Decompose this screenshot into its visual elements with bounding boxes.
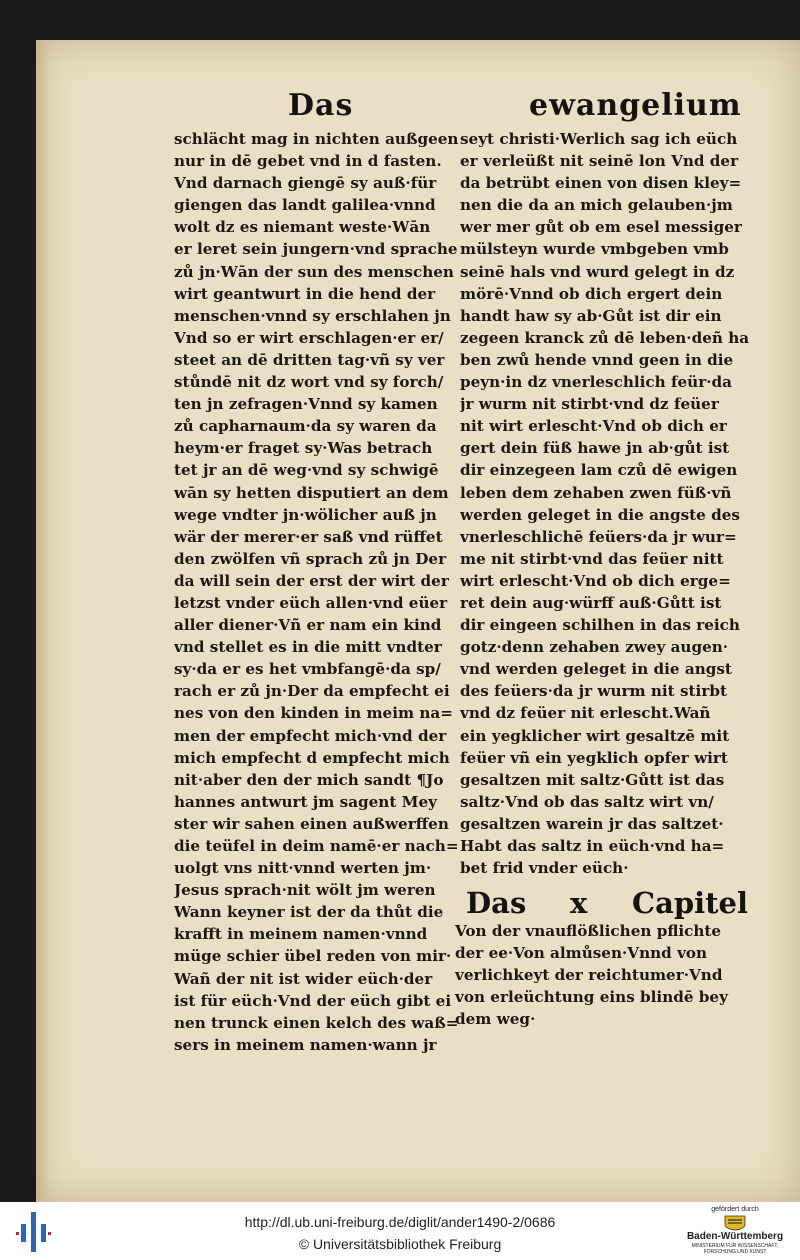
text-line: handt haw sy ab·Gůt ist dir ein [460, 306, 722, 325]
left-text-column [174, 128, 459, 1056]
chapter-heading-word: Das [466, 886, 527, 920]
chapter-summary [455, 920, 728, 1030]
text-line: wirt geantwurt in die hend der [174, 284, 436, 303]
text-line: dir eingeen schilhen in das reich [460, 616, 740, 635]
summary-line: dem weg· [455, 1010, 536, 1029]
text-line: des feüers·da jr wurm nit stirbt [460, 682, 727, 701]
text-line: nit·aber den der mich sandt ¶Jo [174, 770, 444, 789]
text-line: sers in meinem namen·wann jr [174, 1035, 437, 1054]
text-line: leben dem zehaben zwen füß·vñ [460, 483, 732, 502]
copyright-notice: © Universitätsbibliothek Freiburg [298, 1236, 502, 1252]
text-line: wolt dz es niemant weste·Wān [174, 218, 431, 237]
text-line: ben zwů hende vnnd geen in die [460, 350, 734, 369]
text-line: letzst vnder eüch allen·vnd eüer [174, 593, 448, 612]
text-line: gesaltzen warein jr das saltzet· [460, 814, 724, 833]
text-line: steet an dē dritten tag·vñ sy ver [174, 350, 445, 369]
text-line: nit wirt erlescht·Vnd ob dich er [460, 417, 727, 436]
text-line: Wann keyner ist der da thůt die [174, 903, 444, 922]
text-line: wirt erlescht·Vnd ob dich erge= [460, 571, 731, 590]
text-line: zegeen kranck zů dē leben·deñ ha [460, 328, 750, 347]
funder-label: gefördert durch [711, 1206, 759, 1213]
text-line: stůndē nit dz wort vnd sy forch/ [174, 373, 444, 392]
text-line: den zwölfen vñ sprach zů jn Der [174, 549, 447, 568]
text-line: wege vndter jn·wölicher auß jn [174, 505, 437, 524]
summary-line: der ee·Von almůsen·Vnnd von [455, 944, 708, 963]
text-line: me nit stirbt·vnd das feüer nitt [460, 549, 724, 568]
viewer-footer [0, 1202, 800, 1260]
text-line: er leret sein jungern·vnd sprache [174, 240, 458, 259]
text-line: ten jn zefragen·Vnnd sy kamen [174, 395, 438, 414]
text-line: seyt christi·Werlich sag ich eüch [460, 130, 738, 148]
summary-line: verlichkeyt der reichtumer·Vnd [455, 966, 723, 985]
right-text-column [460, 128, 749, 879]
text-line: ret dein aug·würff auß·Gůtt ist [460, 593, 722, 612]
text-line: sy·da er es het vmbfangē·da sp/ [174, 660, 441, 679]
funder-subtitle: MINISTERIUM FÜR WISSENSCHAFT, FORSCHUNG UND KUNST [691, 1243, 779, 1255]
text-line: vnd dz feüer nit erlescht.Wañ [460, 704, 711, 723]
text-line: giengen das landt galilea·vnnd [174, 196, 436, 215]
book-page [36, 40, 800, 1202]
text-line: die teüfel in deim namē·er nach= [174, 837, 459, 855]
text-line: wer mer gůt ob em esel messiger [460, 218, 742, 237]
text-line: rach er zů jn·Der da empfecht ei [174, 682, 450, 701]
text-line: wān sy hetten disputiert an dem [174, 483, 449, 502]
text-line: vnd werden geleget in die angst [460, 660, 732, 679]
text-line: seinē hals vnd wurd gelegt in dz [460, 262, 735, 281]
text-line: gesaltzen mit saltz·Gůtt ist das [460, 770, 725, 789]
text-line: nes von den kinden in meim na= [174, 704, 453, 723]
text-line: werden geleget in die angste des [460, 505, 740, 524]
text-line: mörē·Vnnd ob dich ergert dein [460, 284, 723, 303]
text-line: menschen·vnnd sy erschlahen jn [174, 306, 451, 325]
text-line: aller diener·Vñ er nam ein kind [174, 616, 442, 635]
text-line: bet frid vnder eüch· [460, 859, 629, 878]
summary-line: Von der vnauflößlichen pflichte [455, 922, 722, 940]
text-line: feüer vñ ein yegklich opfer wirt [460, 748, 728, 767]
chapter-label: Capitel [632, 886, 749, 920]
running-head-left: Das [288, 88, 354, 123]
text-line: nur in dē gebet vnd in d fasten. [174, 152, 442, 171]
text-line: uolgt vns nitt·vnnd werten jm· [174, 859, 432, 878]
text-line: men der empfecht mich·vnd der [174, 726, 447, 745]
summary-line: von erleüchtung eins blindē bey [455, 988, 728, 1007]
text-line: ster wir sahen einen außwerffen [174, 814, 449, 833]
text-line: zů capharnaum·da sy waren da [174, 417, 437, 436]
funder-logo [680, 1205, 790, 1257]
text-line: müge schier übel reden von mir· [174, 947, 452, 966]
text-line: wär der merer·er saß vnd rüffet [174, 527, 443, 546]
text-line: Wañ der nit ist wider eüch·der [174, 969, 433, 988]
text-line: Habt das saltz in eüch·vnd ha= [460, 837, 725, 855]
text-line: Vnd so er wirt erschlagen·er er/ [174, 328, 444, 347]
text-line: nen trunck einen kelch des waß= [174, 1013, 459, 1032]
text-line: vnd stellet es in die mitt vndter [174, 638, 442, 657]
page-url-link[interactable]: http://dl.ub.uni-freiburg.de/diglit/ander1490-2/0686 [244, 1214, 556, 1230]
chapter-numeral: x [570, 886, 588, 920]
text-line: da will sein der erst der wirt der [174, 571, 449, 590]
text-line: mülsteyn wurde vmbgeben vmb [460, 240, 729, 259]
text-line: heym·er fraget sy·Was betrach [174, 439, 433, 458]
text-line: vnerleschlichē feüers·da jr wur= [460, 527, 737, 546]
funder-name: Baden-Württemberg [686, 1231, 784, 1242]
text-line: mich empfecht d empfecht mich [174, 748, 450, 767]
text-line: ein yegklicher wirt gesaltzē mit [460, 726, 730, 745]
text-line: hannes antwurt jm sagent Mey [174, 792, 437, 811]
text-line: jr wurm nit stirbt·vnd dz feüer [460, 395, 719, 414]
text-line: Vnd darnach giengē sy auß·für [174, 174, 437, 193]
text-line: Jesus sprach·nit wölt jm weren [174, 881, 436, 900]
text-line: krafft in meinem namen·vnnd [174, 925, 428, 944]
text-line: saltz·Vnd ob das saltz wirt vn/ [460, 792, 714, 811]
text-line: ist für eüch·Vnd der eüch gibt ei [174, 991, 452, 1010]
text-line: nen die da an mich gelauben·jm [460, 196, 733, 215]
running-head-right: ewangelium [529, 88, 742, 123]
text-line: tet jr an dē weg·vnd sy schwigē [174, 461, 439, 480]
text-line: dir einzegeen lam czů dē ewigen [460, 461, 738, 480]
text-line: er verleüßt nit seinē lon Vnd der [460, 152, 739, 171]
text-line: zů jn·Wān der sun des menschen [174, 262, 454, 281]
text-line: schlächt mag in nichten außgeen [174, 130, 459, 148]
coat-of-arms-icon [722, 1215, 748, 1231]
text-line: da betrübt einen von disen kley= [460, 174, 742, 193]
text-line: peyn·in dz vnerleschlich feür·da [460, 373, 732, 392]
text-line: gotz·denn zehaben zwey augen· [460, 638, 729, 657]
text-line: gert dein füß hawe jn ab·gůt ist [460, 439, 730, 458]
